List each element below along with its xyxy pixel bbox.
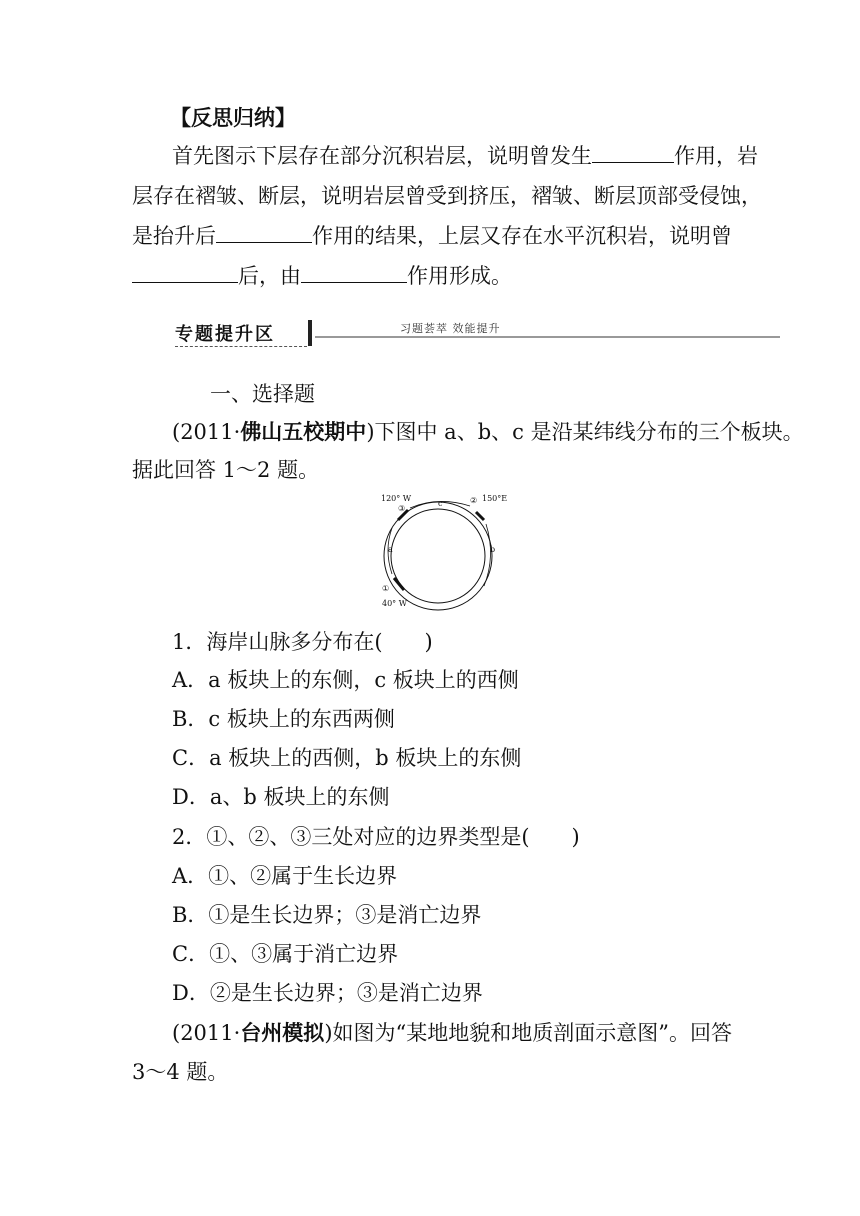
reflection-line-3-a: 是抬升后 xyxy=(132,224,216,248)
intro-2-source: 台州模拟 xyxy=(240,1021,325,1045)
part-heading: 一、选择题 xyxy=(210,382,315,406)
reflection-line-3-b: 作用的结果，上层又存在水平沉积岩，说明曾 xyxy=(312,224,732,248)
blank-2[interactable] xyxy=(216,222,312,243)
reflection-line-1-b: 作用，岩 xyxy=(674,144,758,168)
q1-option-d[interactable]: D．a、b 板块上的东侧 xyxy=(172,785,390,809)
intro-1-pre: (2011· xyxy=(172,420,241,444)
reflection-heading: 【反思归纳】 xyxy=(170,106,296,130)
intro-1-post: )下图中 a、b、c 是沿某纬线分布的三个板块。 xyxy=(366,420,804,444)
label-40w: 40° W xyxy=(382,599,407,608)
latitude-ring-inner xyxy=(391,509,485,603)
label-150e: 150°E xyxy=(482,494,508,503)
plate-a-label: a xyxy=(388,545,393,554)
boundary-1 xyxy=(394,578,404,590)
section-title: 专题提升区 xyxy=(175,324,275,345)
reflection-line-4-a: 后，由 xyxy=(238,264,301,288)
reflection-line-1 xyxy=(172,142,758,170)
section-divider xyxy=(308,320,312,346)
intro-2-line-1 xyxy=(172,1019,732,1047)
q2-option-b[interactable]: B．①是生长边界；③是消亡边界 xyxy=(172,903,482,927)
reflection-line-4 xyxy=(132,262,512,290)
q1-option-b[interactable]: B．c 板块上的东西两侧 xyxy=(172,707,395,731)
intro-2-post: )如图为“某地地貌和地质剖面示意图”。回答 xyxy=(324,1021,732,1045)
blank-3[interactable] xyxy=(132,262,238,283)
q1-option-c[interactable]: C．a 板块上的西侧，b 板块上的东侧 xyxy=(172,746,522,770)
plate-b-label: b xyxy=(490,545,496,554)
plate-c-label: c xyxy=(438,499,443,508)
intro-2-pre: (2011· xyxy=(172,1021,241,1045)
blank-4[interactable] xyxy=(301,262,407,283)
reflection-line-3 xyxy=(132,222,732,250)
q1-stem: 1．海岸山脉多分布在( ) xyxy=(172,630,433,654)
reflection-line-1-a: 首先图示下层存在部分沉积岩层，说明曾发生 xyxy=(172,144,592,168)
mark-2: ② xyxy=(470,496,478,505)
q2-option-a[interactable]: A．①、②属于生长边界 xyxy=(172,864,398,888)
reflection-line-4-b: 作用形成。 xyxy=(407,264,512,288)
plate-diagram xyxy=(368,490,508,612)
q1-option-a[interactable]: A．a 板块上的东侧，c 板块上的西侧 xyxy=(172,668,519,692)
mark-3: ③ xyxy=(398,504,406,513)
section-banner xyxy=(175,320,780,350)
intro-2-line-2: 3～4 题。 xyxy=(132,1060,229,1084)
label-120w: 120° W xyxy=(381,494,412,503)
section-rule xyxy=(315,336,780,338)
intro-1-line-1 xyxy=(172,418,804,446)
mark-1: ① xyxy=(382,584,390,593)
q2-option-d[interactable]: D．②是生长边界；③是消亡边界 xyxy=(172,981,483,1005)
intro-1-source: 佛山五校期中 xyxy=(240,420,367,444)
section-dash-underline xyxy=(175,346,307,347)
intro-1-line-2: 据此回答 1～2 题。 xyxy=(132,458,320,482)
q2-option-c[interactable]: C．①、③属于消亡边界 xyxy=(172,942,399,966)
section-subtitle: 习题荟萃 效能提升 xyxy=(400,322,501,335)
reflection-line-2: 层存在褶皱、断层，说明岩层曾受到挤压，褶皱、断层顶部受侵蚀， xyxy=(132,184,762,208)
blank-1[interactable] xyxy=(592,142,674,163)
q2-stem: 2．①、②、③三处对应的边界类型是( ) xyxy=(172,825,580,849)
